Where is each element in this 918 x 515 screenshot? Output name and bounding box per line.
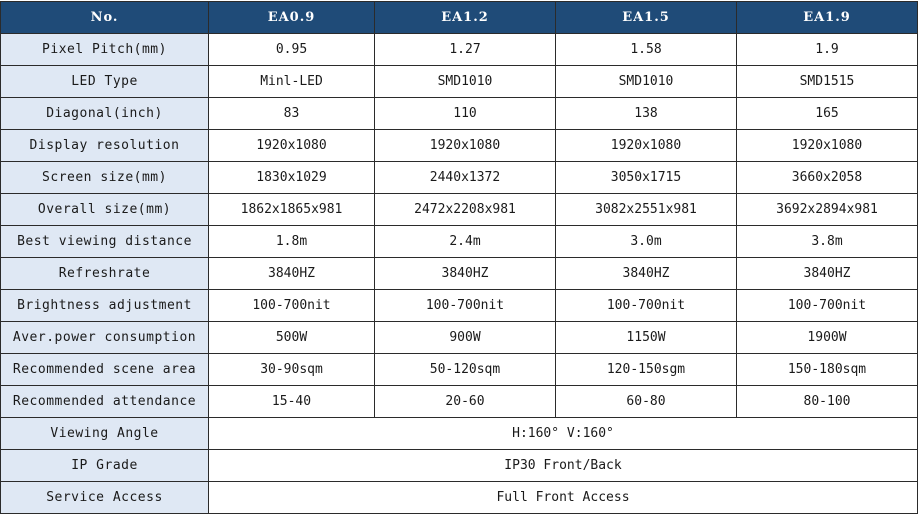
table-cell: 1862x1865x981 [209, 194, 375, 226]
header-cell-no: No. [1, 2, 209, 34]
table-cell: 100-700nit [737, 290, 918, 322]
table-cell: 3692x2894x981 [737, 194, 918, 226]
table-cell: 80-100 [737, 386, 918, 418]
table-cell: 2472x2208x981 [375, 194, 556, 226]
table-cell: 3.0m [556, 226, 737, 258]
table-cell: 100-700nit [556, 290, 737, 322]
table-cell: 3.8m [737, 226, 918, 258]
row-label: Recommended scene area [1, 354, 209, 386]
row-label: Diagonal(inch) [1, 98, 209, 130]
table-cell: 0.95 [209, 34, 375, 66]
header-cell-ea0-9: EA0.9 [209, 2, 375, 34]
table-cell: 1920x1080 [375, 130, 556, 162]
table-cell: 1920x1080 [737, 130, 918, 162]
table-row [1, 194, 918, 226]
table-cell: 3840HZ [375, 258, 556, 290]
table-cell: 110 [375, 98, 556, 130]
table-cell: SMD1515 [737, 66, 918, 98]
table-cell: 1.58 [556, 34, 737, 66]
merged-cell: H:160° V:160° [209, 418, 918, 450]
table-row-merged [1, 418, 918, 450]
table-cell: 3840HZ [209, 258, 375, 290]
table-cell: 1900W [737, 322, 918, 354]
row-label: Best viewing distance [1, 226, 209, 258]
row-label: IP Grade [1, 450, 209, 482]
table-cell: 100-700nit [209, 290, 375, 322]
table-row [1, 258, 918, 290]
row-label: Display resolution [1, 130, 209, 162]
spec-table [0, 1, 918, 514]
row-label: LED Type [1, 66, 209, 98]
table-row [1, 66, 918, 98]
table-cell: 120-150sgm [556, 354, 737, 386]
table-row [1, 290, 918, 322]
table-cell: 150-180sqm [737, 354, 918, 386]
table-row [1, 322, 918, 354]
table-cell: 60-80 [556, 386, 737, 418]
table-cell: 138 [556, 98, 737, 130]
row-label: Aver.power consumption [1, 322, 209, 354]
row-label: Viewing Angle [1, 418, 209, 450]
table-cell: 2.4m [375, 226, 556, 258]
table-cell: 2440x1372 [375, 162, 556, 194]
row-label: Overall size(mm) [1, 194, 209, 226]
table-cell: 165 [737, 98, 918, 130]
table-cell: 1150W [556, 322, 737, 354]
merged-cell: IP30 Front/Back [209, 450, 918, 482]
row-label: Brightness adjustment [1, 290, 209, 322]
table-cell: 1.27 [375, 34, 556, 66]
table-cell: Minl-LED [209, 66, 375, 98]
table-row [1, 34, 918, 66]
row-label: Service Access [1, 482, 209, 514]
table-row-merged [1, 482, 918, 514]
spec-table-body [1, 34, 918, 514]
table-cell: 1920x1080 [209, 130, 375, 162]
table-cell: 500W [209, 322, 375, 354]
table-row [1, 226, 918, 258]
row-label: Screen size(mm) [1, 162, 209, 194]
table-cell: 1830x1029 [209, 162, 375, 194]
table-cell: 1.8m [209, 226, 375, 258]
table-cell: SMD1010 [375, 66, 556, 98]
table-cell: 3050x1715 [556, 162, 737, 194]
table-cell: 1920x1080 [556, 130, 737, 162]
table-cell: 3840HZ [556, 258, 737, 290]
table-cell: 1.9 [737, 34, 918, 66]
table-cell: 3840HZ [737, 258, 918, 290]
table-cell: 3082x2551x981 [556, 194, 737, 226]
table-row [1, 354, 918, 386]
table-cell: SMD1010 [556, 66, 737, 98]
header-row [1, 2, 918, 34]
table-row [1, 162, 918, 194]
table-cell: 50-120sqm [375, 354, 556, 386]
table-cell: 15-40 [209, 386, 375, 418]
table-cell: 83 [209, 98, 375, 130]
table-cell: 100-700nit [375, 290, 556, 322]
header-cell-ea1-9: EA1.9 [737, 2, 918, 34]
header-cell-ea1-5: EA1.5 [556, 2, 737, 34]
table-cell: 30-90sqm [209, 354, 375, 386]
table-row [1, 98, 918, 130]
table-cell: 900W [375, 322, 556, 354]
row-label: Pixel Pitch(mm) [1, 34, 209, 66]
table-row [1, 386, 918, 418]
header-cell-ea1-2: EA1.2 [375, 2, 556, 34]
table-row [1, 130, 918, 162]
merged-cell: Full Front Access [209, 482, 918, 514]
table-row-merged [1, 450, 918, 482]
table-cell: 3660x2058 [737, 162, 918, 194]
table-cell: 20-60 [375, 386, 556, 418]
row-label: Refreshrate [1, 258, 209, 290]
row-label: Recommended attendance [1, 386, 209, 418]
